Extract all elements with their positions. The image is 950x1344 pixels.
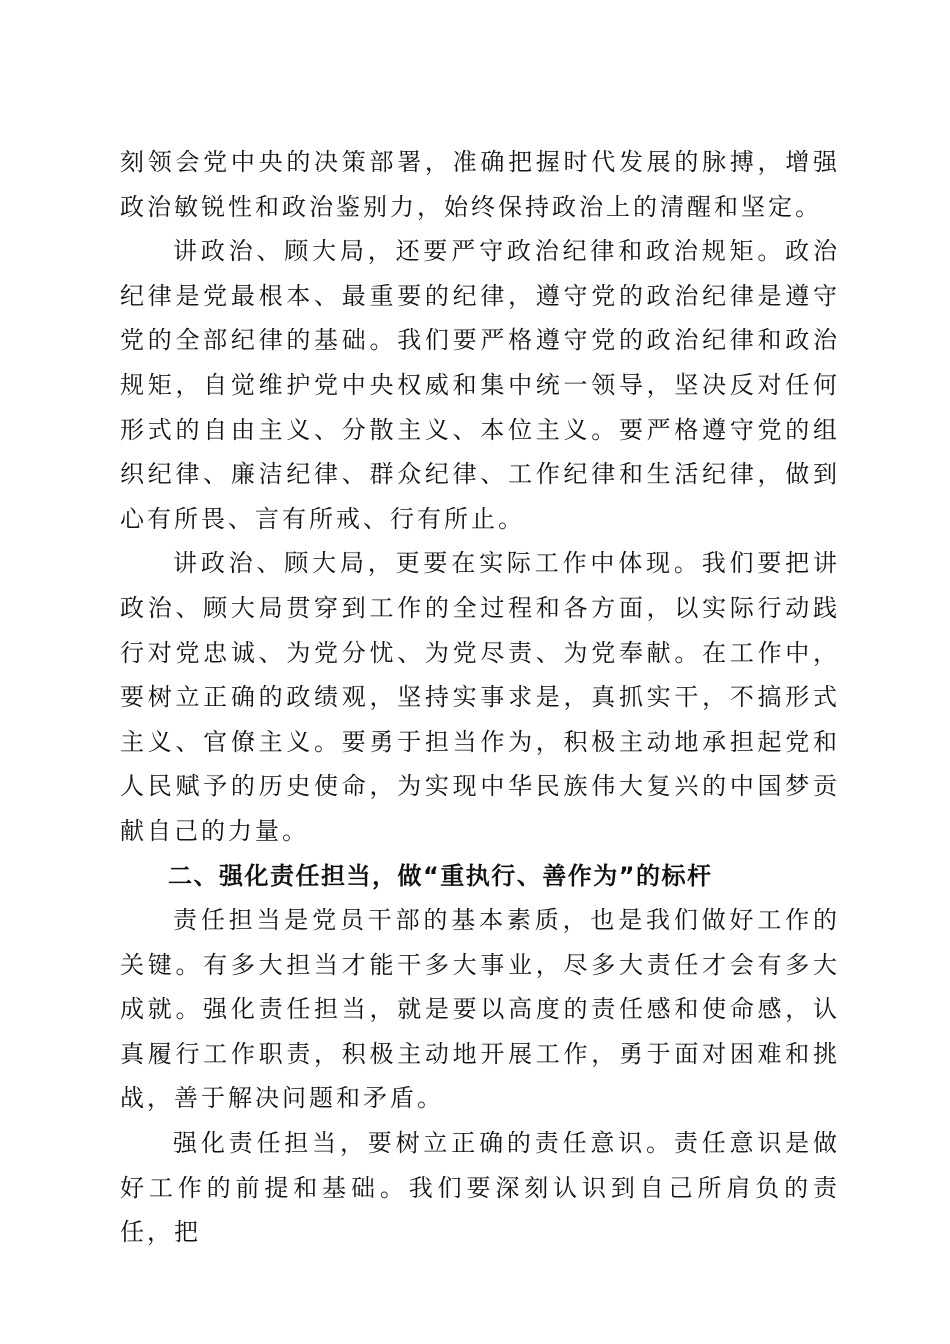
paragraph-responsibility: 责任担当是党员干部的基本素质，也是我们做好工作的关键。有多大担当才能干多大事业，尽多大责任才会有多大成就。强化责任担当，就是要以高度的责任感和使命感，认真履行工作职责，积极主动地开展工作，勇于面对困难和挑战，善于解决问题和矛盾。 bbox=[120, 906, 840, 1113]
paragraph-practical-work: 讲政治、顾大局，更要在实际工作中体现。我们要把讲政治、顾大局贯穿到工作的全过程和各方面，以实际行动践行对党忠诚、为党分忧、为党尽责、为党奉献。在工作中，要树立正确的政绩观，坚持实事求是，真抓实干，不搞形式主义、官僚主义。要勇于担当作为，积极主动地承担起党和人民赋予的历史使命，为实现中华民族伟大复兴的中国梦贡献自己的力量。 bbox=[120, 549, 840, 845]
paragraph-responsibility-awareness: 强化责任担当，要树立正确的责任意识。责任意识是做好工作的前提和基础。我们要深刻认识到自己所肩负的责任，把 bbox=[120, 1129, 840, 1247]
document-page bbox=[120, 140, 840, 1255]
paragraph-political-discipline: 讲政治、顾大局，还要严守政治纪律和政治规矩。政治纪律是党最根本、最重要的纪律，遵守党的政治纪律是遵守党的全部纪律的基础。我们要严格遵守党的政治纪律和政治规矩，自觉维护党中央权威和集中统一领导，坚决反对任何形式的自由主义、分散主义、本位主义。要严格遵守党的组织纪律、廉洁纪律、群众纪律、工作纪律和生活纪律，做到心有所畏、言有所戒、行有所止。 bbox=[120, 237, 840, 533]
section-heading: 二、强化责任担当，做“重执行、善作为”的标杆 bbox=[168, 861, 713, 890]
paragraph-continued: 刻领会党中央的决策部署，准确把握时代发展的脉搏，增强政治敏锐性和政治鉴别力，始终保持政治上的清醒和坚定。 bbox=[120, 148, 840, 221]
